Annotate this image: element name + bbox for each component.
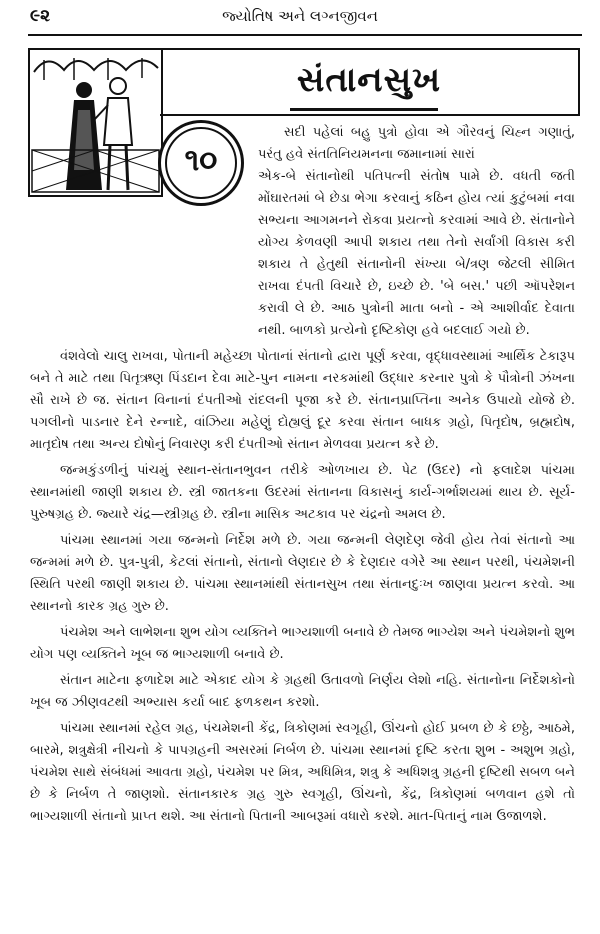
chapter-number: ૧૦: [184, 143, 218, 178]
paragraph-3: જન્મકુંડળીનું પાંચમું સ્થાન-સંતાનભુવન તરીકે ઓળખાય છે. પેટ (ઉદર) નો ફલાદેશ પાંચમા સ્થાનમાંથી જાણી શકાય છે. સ્ત્રી જાતકના ઉદરમાં સંતાનના વિકાસનું કાર્ય-ગર્ભાશયમાં થાય છે. સૂર્ય-પુરુષગ્રહ છે. જ્યારે ચંદ્ર—સ્ત્રીગ્રહ છે. સ્ત્રીના માસિક અટકાવ પર ચંદ્રનો અમલ છે.: [30, 463, 575, 522]
chapter-title: સંતાનસુખ: [296, 60, 442, 100]
paragraph-5: પંચમેશ અને લાભેશના શુભ યોગ વ્યક્તિને ભાગ્યશાળી બનાવે છે તેમજ ભાગ્યેશ અને પંચમેશનો શુભ યોગ પણ વ્યક્તિને ખૂબ જ ભાગ્યશાળી બનાવે છે.: [30, 625, 575, 662]
chapter-body: [30, 122, 575, 828]
paragraph-1: એક-બે સંતાનોથી પતિપત્ની સંતોષ પામે છે. વધતી જતી મોંઘારતમાં બે છેડા ભેગા કરવાનું કઠિન હોય ત્યાં કુટુંબમાં નવા સભ્યના આગમનને રોકવા પ્રયત્નો કરવામાં આવે છે. સંતાનોને યોગ્ય કેળવણી આપી શકાય તથા તેનો સર્વાંગી વિકાસ કરી શકાય તે હેતુથી સંતાનોની સંખ્યા બે/ત્રણ જેટલી સીમિત રાખવા દંપતી વિચારે છે, ઇચ્છે છે. 'બે બસ.' પછી ઑપરેશન કરાવી લે છે. આઠ પુત્રોની માતા બનો - એ આશીર્વાદ દેવાતા નથી. બાળકો પ્રત્યેનો દૃષ્ટિકોણ હવે બદલાઈ ગયો છે.: [258, 169, 575, 338]
running-title: જ્યોતિષ અને લગ્નજીવન: [222, 7, 378, 25]
chapter-title-box: [160, 48, 580, 116]
paragraph-6: સંતાન માટેના ફળાદેશ માટે એકાદ યોગ કે ગ્રહથી ઉતાવળો નિર્ણય લેશો નહિ. સંતાનોના નિર્દેશકોનો ખૂબ જ ઝીણવટથી અભ્યાસ કર્યા બાદ ફળકથન કરશો.: [30, 673, 575, 710]
page-number: ૯૨: [30, 6, 51, 26]
paragraph-opening: સદી પહેલાં બહુ પુત્રો હોવા એ ગૌરવનું ચિહ્ન ગણાતું, પરંતુ હવે સંતતિનિયમનના જમાનામાં સારાં: [258, 125, 575, 162]
header-rule: [28, 34, 582, 36]
paragraph-4: પાંચમા સ્થાનમાં ગયા જન્મનો નિર્દેશ મળે છે. ગયા જન્મની લેણદેણ જેવી હોય તેવાં સંતાનો આ જન્મમાં મળે છે. પુત્ર-પુત્રી, કેટલાં સંતાનો, સંતાનો લેણદાર છે કે દેણદાર વગેરે આ સ્થાન પરથી, પંચમેશની સ્થિતિ પરથી જાણી શકાય છે. પાંચમા સ્થાનમાંથી સંતાનસુખ તથા સંતાનદુઃખ જાણવા પ્રયત્ન કરવો. આ સ્થાનનો કારક ગ્રહ ગુરુ છે.: [30, 533, 575, 614]
paragraph-7: પાંચમા સ્થાનમાં રહેલ ગ્રહ, પંચમેશની કેંદ્ર, ત્રિકોણમાં સ્વગૃહી, ઊંચનો હોઈ પ્રબળ છે કે છઠ્ઠે, આઠમે, બારમે, શત્રુક્ષેત્રી નીચનો કે પાપગ્રહની અસરમાં નિર્બળ છે. પાંચમા સ્થાનમાં દૃષ્ટિ કરતા શુભ - અશુભ ગ્રહો, પંચમેશ સાથે સંબંધમાં આવતા ગ્રહો, પંચમેશ પર મિત્ર, અધિમિત્ર, શત્રુ કે અધિશત્રુ ગ્રહની દૃષ્ટિથી સબળ બને છે કે નિર્બળ તે જાણશો. સંતાનકારક ગ્રહ ગુરુ સ્વગૃહી, ઊંચનો, કેંદ્ર, ત્રિકોણમાં બળવાન હશે તો ભાગ્યશાળી સંતાનો પ્રાપ્ત થશે. આ સંતાનો પિતાની આબરૂમાં વધારો કરશે. માત-પિતાનું નામ ઉજાળશે.: [30, 721, 575, 824]
paragraph-2: વંશવેલો ચાલુ રાખવા, પોતાની મહેચ્છા પોતાનાં સંતાનો દ્વારા પૂર્ણ કરવા, વૃદ્ધાવસ્થામાં આર્થિક ટેકારૂપ બને તે માટે તથા પિતૃઋણ પિંડદાન દેવા માટે-પુન નામના નરકમાંથી ઉદ્ધાર કરનાર પુત્રો કે પૌત્રોની ઝંખના સૌ રાખે છે જ. સંતાન વિનાનાં દંપતીઓ રાંદલની પૂજા કરે છે. સંતાનપ્રાપ્તિના અનેક ઉપાયો યોજે છે. પગલીનો પાડનાર દેને રન્નાદે, વાંઝિયા મહેણું દોહ્યલું દૂર કરવા સંતાન બાધક ગ્રહો, પિતૃદોષ, બ્રહ્મદોષ, માતૃદોષ તથા અન્ય દોષોનું નિવારણ કરી દંપતીઓ સંતાન મેળવવા પ્રયત્ન કરે છે.: [30, 349, 575, 452]
title-underline: [290, 108, 438, 111]
page-header: [0, 0, 600, 38]
